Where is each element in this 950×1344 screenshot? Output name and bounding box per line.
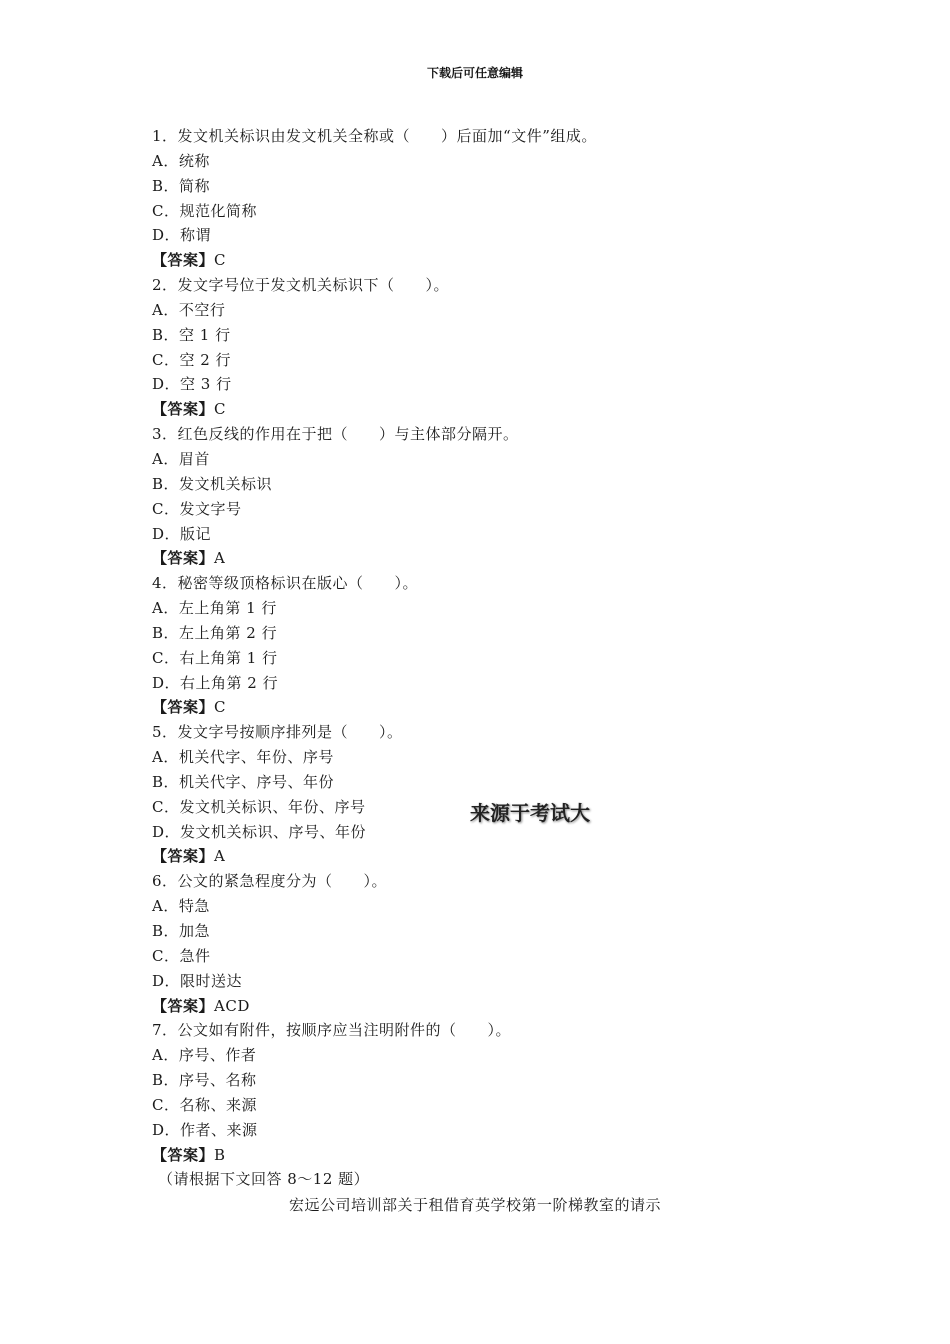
answer-label: 【答案】 [152, 1145, 215, 1164]
option-text: D．作者、来源 [152, 1120, 258, 1139]
answer-label: 【答案】 [152, 400, 215, 419]
question-text: 3．红色反线的作用在于把（ ）与主体部分隔开。 [152, 425, 519, 444]
question-text: 5．发文字号按顺序排列是（ ）。 [152, 723, 403, 742]
instruction-note: （请根据下文回答 8～12 题） [158, 1170, 370, 1189]
watermark: 来源于考试大 [470, 801, 590, 825]
option-text: B．序号、名称 [152, 1071, 257, 1090]
answer-value: C [214, 698, 226, 717]
option-text: C．名称、来源 [152, 1095, 257, 1114]
option-text: C．规范化简称 [152, 201, 257, 220]
option-text: C．发文机关标识、年份、序号 [152, 797, 366, 816]
answer-value: A [214, 847, 226, 866]
question-text: 7．公文如有附件，按顺序应当注明附件的（ ）。 [152, 1021, 512, 1040]
option-text: A．序号、作者 [152, 1046, 257, 1065]
answer-line [152, 397, 852, 422]
answer-value: C [214, 251, 226, 270]
page-header: 下载后可任意编辑 [426, 66, 523, 80]
option-text: A．统称 [152, 151, 210, 170]
answer-line [152, 695, 852, 720]
option-text: D．空 3 行 [152, 375, 232, 394]
question-text: 2．发文字号位于发文机关标识下（ ）。 [152, 276, 450, 295]
answer-line [152, 248, 852, 273]
answer-value: C [214, 400, 226, 419]
answer-value: B [214, 1145, 226, 1164]
answer-label: 【答案】 [152, 698, 215, 717]
option-text: A．眉首 [152, 449, 210, 468]
option-text: A．特急 [152, 897, 210, 916]
option-text: B．左上角第 2 行 [152, 623, 278, 642]
option-text: B．发文机关标识 [152, 474, 273, 493]
answer-label: 【答案】 [152, 996, 215, 1015]
question-list [152, 124, 852, 1192]
option-text: C．空 2 行 [152, 350, 232, 369]
question-text: 6．公文的紧急程度分为（ ）。 [152, 872, 388, 891]
answer-line [152, 1143, 852, 1168]
answer-value: A [214, 549, 226, 568]
option-text: D．右上角第 2 行 [152, 673, 279, 692]
question-text: 4．秘密等级顶格标识在版心（ ）。 [152, 574, 419, 593]
option-text: A．左上角第 1 行 [152, 599, 277, 618]
option-text: C．急件 [152, 946, 211, 965]
answer-line [152, 844, 852, 869]
option-text: C．右上角第 1 行 [152, 648, 278, 667]
answer-value: ACD [214, 996, 250, 1015]
option-text: B．加急 [152, 922, 211, 940]
option-text: D．发文机关标识、序号、年份 [152, 822, 367, 841]
option-text: B．空 1 行 [152, 325, 231, 344]
option-text: D．限时送达 [152, 971, 243, 990]
option-text: C．发文字号 [152, 499, 242, 518]
option-text: D．版记 [152, 524, 212, 543]
answer-label: 【答案】 [152, 847, 215, 866]
answer-label: 【答案】 [152, 251, 215, 270]
option-text: A．不空行 [152, 300, 226, 319]
answer-label: 【答案】 [152, 549, 215, 568]
answer-line [152, 546, 852, 571]
option-text: B．简称 [152, 176, 211, 195]
option-text: D．称谓 [152, 226, 212, 245]
question-text: 1．发文机关标识由发文机关全称或（ ）后面加“文件”组成。 [152, 127, 597, 145]
answer-line [152, 994, 852, 1019]
option-text: A．机关代字、年份、序号 [152, 748, 334, 767]
document-heading: 宏远公司培训部关于租借育英学校第一阶梯教室的请示 [288, 1196, 661, 1214]
option-text: B．机关代字、序号、年份 [152, 772, 335, 791]
